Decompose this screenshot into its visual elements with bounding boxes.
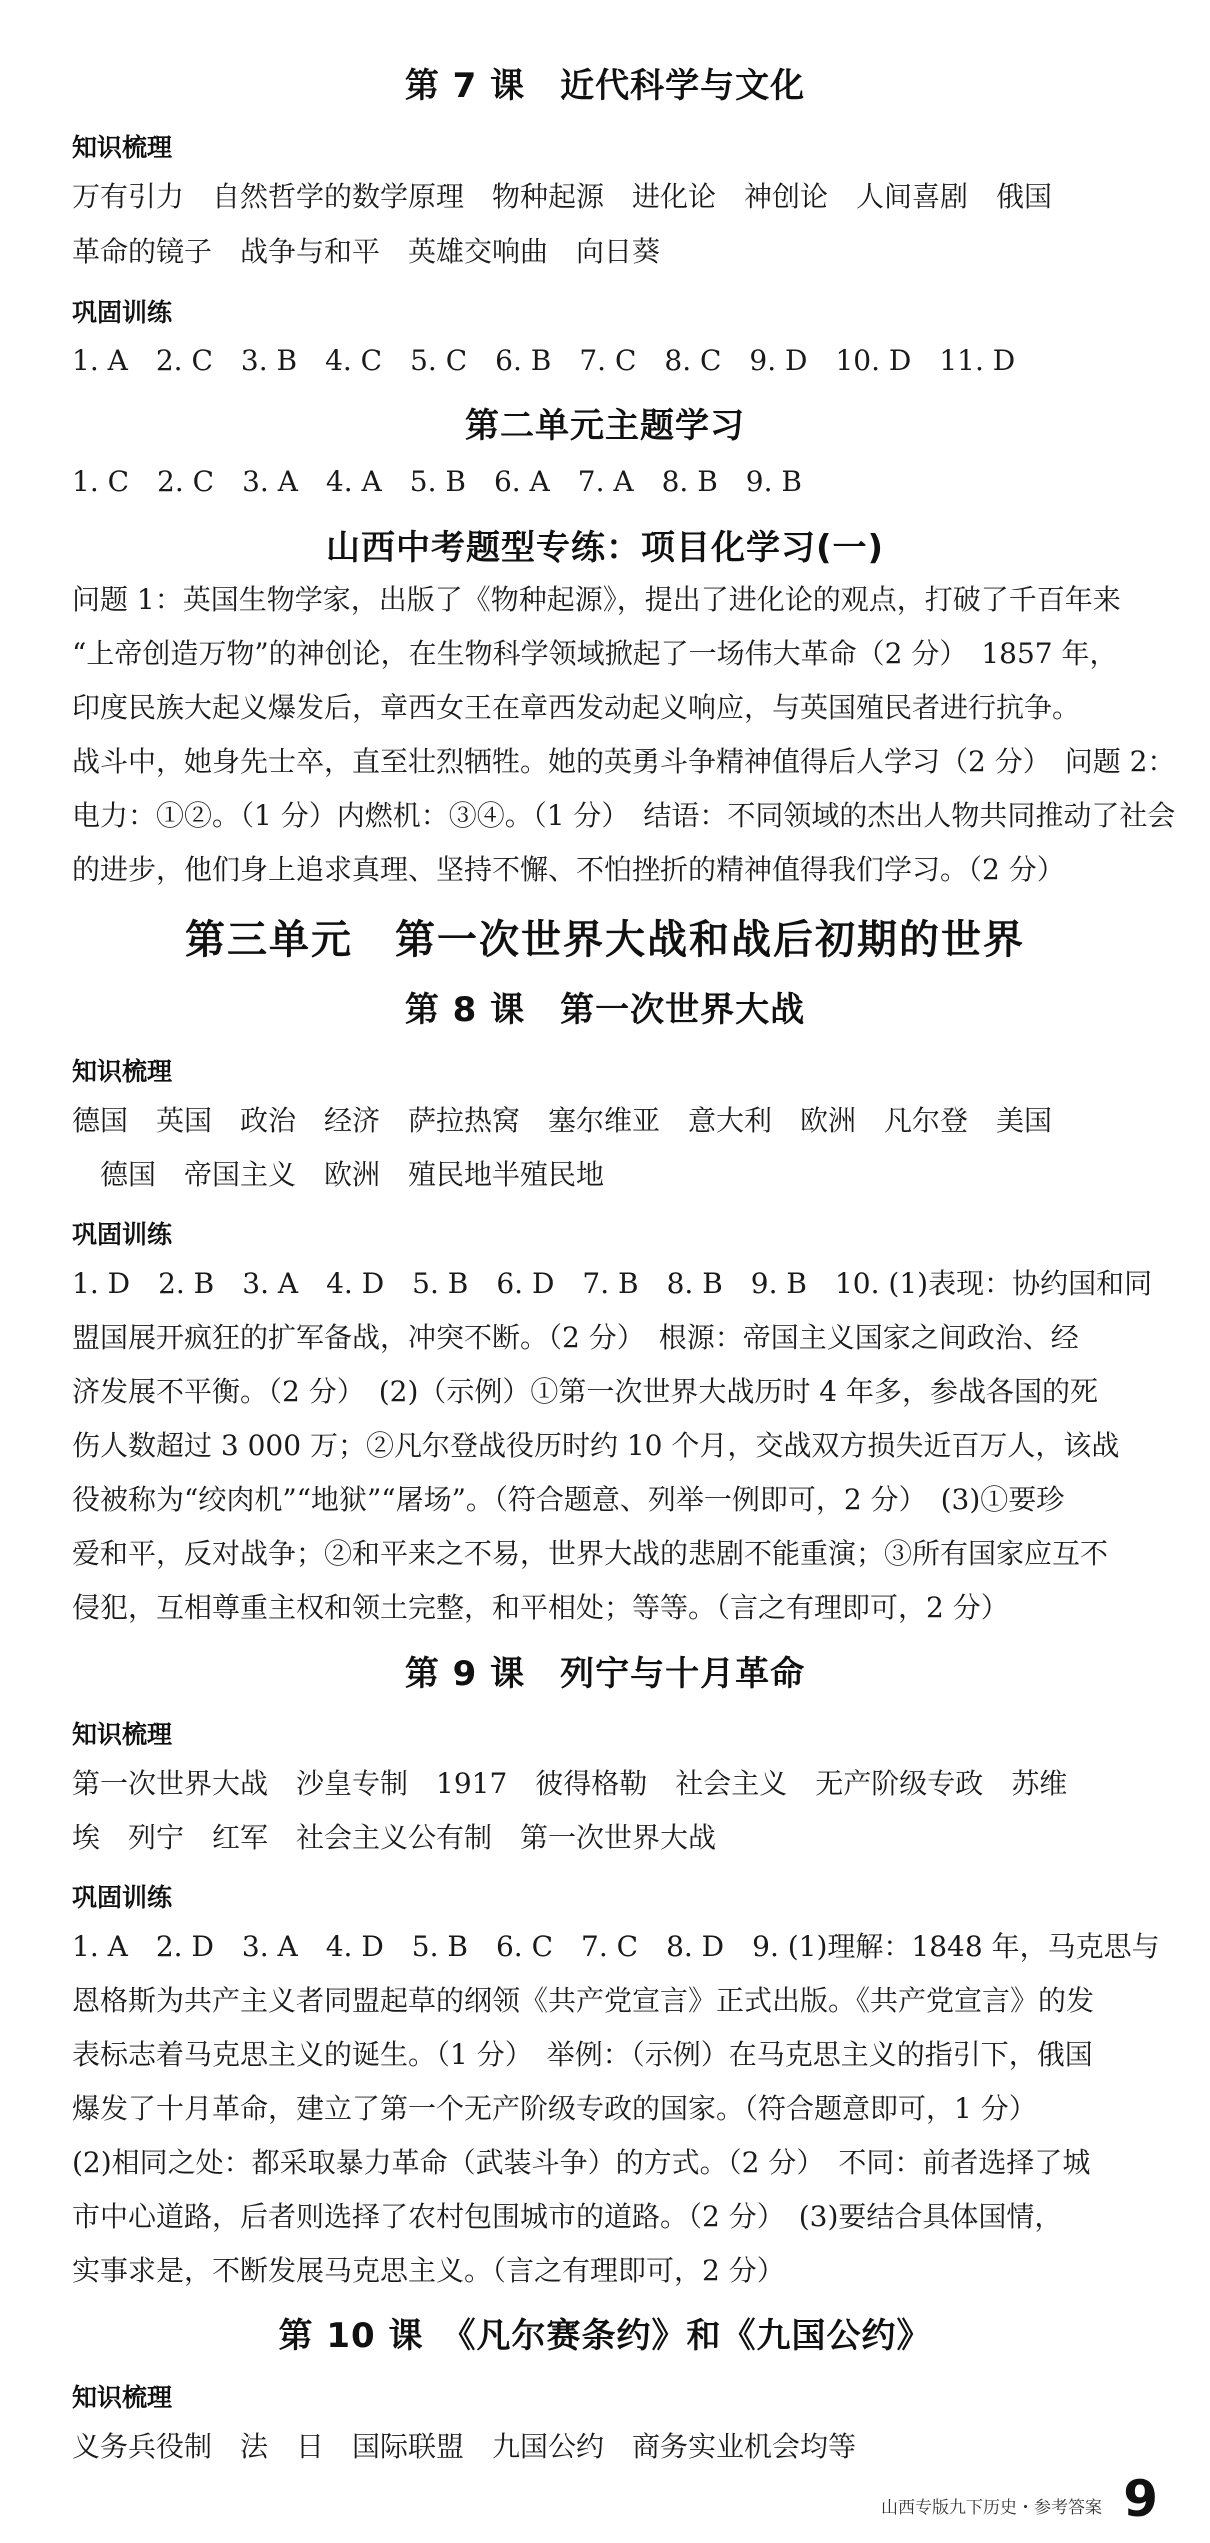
lesson-10-knowledge-line: 义务兵役制 法 日 国际联盟 九国公约 商务实业机会均等 xyxy=(72,2430,857,2463)
lesson-7-practice-line: 1. A 2. C 3. B 4. C 5. C 6. B 7. C 8. C 9. D 10. D 11. D xyxy=(72,344,1016,377)
lesson-10-title: 第 10 课 《凡尔赛条约》和《九国公约》 xyxy=(278,2316,932,2356)
lesson-9-practice-label: 巩固训练 xyxy=(72,1883,173,1912)
lesson-9-knowledge-line: 埃 列宁 红军 社会主义公有制 第一次世界大战 xyxy=(72,1821,717,1854)
lesson-8-practice-line: 侵犯，互相尊重主权和领土完整，和平相处；等等。（言之有理即可，2 分） xyxy=(72,1591,1009,1624)
lesson-8-practice-line: 1. D 2. B 3. A 4. D 5. B 6. D 7. B 8. B 9. B 10. (1)表现：协约国和同 xyxy=(72,1267,1153,1300)
shanxi-exam-line: 问题 1：英国生物学家，出版了《物种起源》，提出了进化论的观点，打破了千百年来 xyxy=(72,583,1121,616)
lesson-9-practice-line: 市中心道路，后者则选择了农村包围城市的道路。（2 分） (3)要结合具体国情， xyxy=(72,2200,1063,2233)
lesson-8-knowledge-label: 知识梳理 xyxy=(72,1057,173,1086)
lesson-10-knowledge-label: 知识梳理 xyxy=(72,2383,173,2412)
lesson-8-practice-line: 盟国展开疯狂的扩军备战，冲突不断。（2 分） 根源：帝国主义国家之间政治、经 xyxy=(72,1321,1079,1354)
lesson-7-knowledge-label: 知识梳理 xyxy=(72,133,173,162)
lesson-9-practice-line: 爆发了十月革命，建立了第一个无产阶级专政的国家。（符合题意即可，1 分） xyxy=(72,2092,1037,2125)
lesson-9-title: 第 9 课 列宁与十月革命 xyxy=(404,1654,806,1694)
shanxi-exam-line: 战斗中，她身先士卒，直至壮烈牺牲。她的英勇斗争精神值得后人学习（2 分） 问题 2： xyxy=(72,745,1176,778)
footer-caption: 山西专版九下历史・参考答案 xyxy=(881,2498,1102,2518)
unit-3-title: 第三单元 第一次世界大战和战后初期的世界 xyxy=(185,917,1025,963)
lesson-8-knowledge-line: 德国 英国 政治 经济 萨拉热窝 塞尔维亚 意大利 欧洲 凡尔登 美国 xyxy=(72,1104,1053,1137)
lesson-8-practice-line: 济发展不平衡。（2 分） (2)（示例）①第一次世界大战历时 4 年多，参战各国的死 xyxy=(72,1375,1098,1408)
lesson-9-practice-line: (2)相同之处：都采取暴力革命（武装斗争）的方式。（2 分） 不同：前者选择了城 xyxy=(72,2146,1091,2179)
lesson-8-title: 第 8 课 第一次世界大战 xyxy=(404,990,806,1030)
lesson-9-knowledge-label: 知识梳理 xyxy=(72,1720,173,1749)
lesson-7-title: 第 7 课 近代科学与文化 xyxy=(404,66,806,106)
lesson-8-knowledge-line: 德国 帝国主义 欧洲 殖民地半殖民地 xyxy=(100,1158,605,1191)
page-number: 9 xyxy=(1123,2470,1158,2528)
shanxi-exam-line: “上帝创造万物”的神创论，在生物科学领域掀起了一场伟大革命（2 分） 1857 年， xyxy=(72,637,1118,670)
shanxi-exam-line: 的进步，他们身上追求真理、坚持不懈、不怕挫折的精神值得我们学习。（2 分） xyxy=(72,853,1065,886)
unit-2-theme-line: 1. C 2. C 3. A 4. A 5. B 6. A 7. A 8. B 9. B xyxy=(72,465,802,498)
unit-2-theme-title: 第二单元主题学习 xyxy=(465,406,745,446)
shanxi-exam-title: 山西中考题型专练：项目化学习(一) xyxy=(325,528,885,568)
lesson-7-knowledge-line: 万有引力 自然哲学的数学原理 物种起源 进化论 神创论 人间喜剧 俄国 xyxy=(72,180,1053,213)
lesson-9-practice-line: 实事求是，不断发展马克思主义。（言之有理即可，2 分） xyxy=(72,2254,785,2287)
lesson-8-practice-label: 巩固训练 xyxy=(72,1220,173,1249)
lesson-9-practice-line: 恩格斯为共产主义者同盟起草的纲领《共产党宣言》正式出版。《共产党宣言》的发 xyxy=(72,1984,1095,2017)
lesson-7-practice-label: 巩固训练 xyxy=(72,298,173,327)
lesson-8-practice-line: 役被称为“绞肉机”“地狱”“屠场”。（符合题意、列举一例即可，2 分） (3)①要珍 xyxy=(72,1483,1065,1516)
lesson-7-knowledge-line: 革命的镜子 战争与和平 英雄交响曲 向日葵 xyxy=(72,235,661,268)
shanxi-exam-line: 电力：①②。（1 分）内燃机：③④。（1 分） 结语：不同领域的杰出人物共同推动了社会 xyxy=(72,799,1176,832)
shanxi-exam-line: 印度民族大起义爆发后，章西女王在章西发动起义响应，与英国殖民者进行抗争。 xyxy=(72,691,1081,724)
lesson-9-practice-line: 1. A 2. D 3. A 4. D 5. B 6. C 7. C 8. D 9. (1)理解：1848 年，马克思与 xyxy=(72,1930,1160,1963)
lesson-8-practice-line: 爱和平，反对战争；②和平来之不易，世界大战的悲剧不能重演；③所有国家应互不 xyxy=(72,1537,1109,1570)
lesson-8-practice-line: 伤人数超过 3 000 万；②凡尔登战役历时约 10 个月，交战双方损失近百万人，该战 xyxy=(72,1429,1120,1462)
lesson-9-practice-line: 表标志着马克思主义的诞生。（1 分） 举例：（示例）在马克思主义的指引下，俄国 xyxy=(72,2038,1093,2071)
lesson-9-knowledge-line: 第一次世界大战 沙皇专制 1917 彼得格勒 社会主义 无产阶级专政 苏维 xyxy=(72,1767,1068,1800)
